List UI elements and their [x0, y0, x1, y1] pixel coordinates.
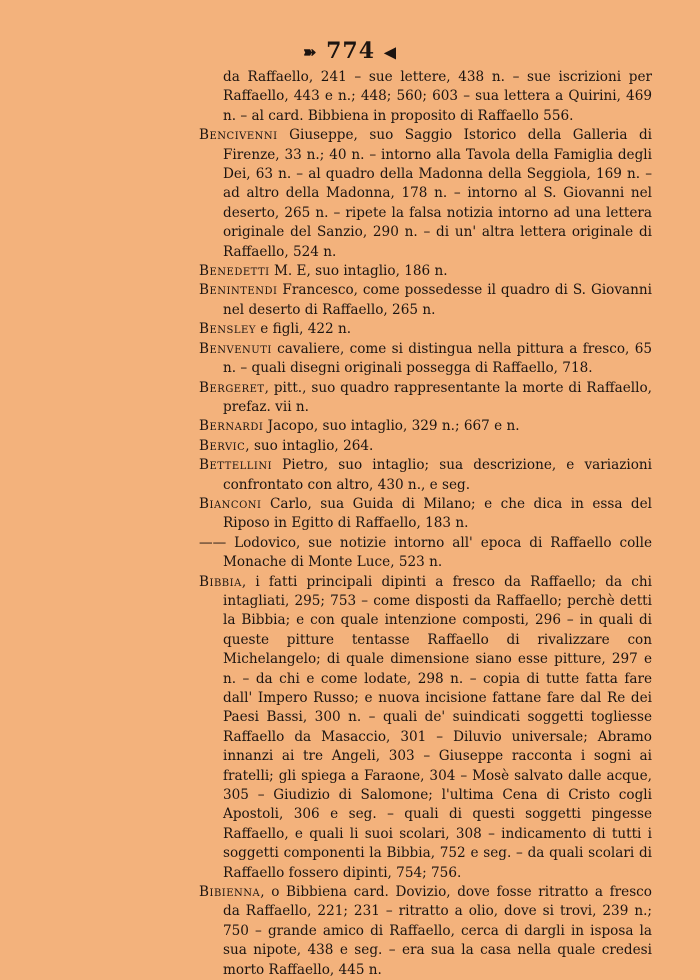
index-entry	[199, 320, 652, 339]
index-text	[199, 68, 652, 980]
left-ornament-icon: ➽	[303, 42, 318, 62]
entry-head: Bervic	[199, 437, 246, 454]
page-header	[0, 38, 700, 64]
entry-text: Francesco, come possedesse il quadro di S. Giovanni nel deserto di Raffaello, 265 n.	[223, 282, 652, 318]
index-entry	[199, 340, 652, 379]
index-entry	[199, 417, 652, 436]
entry-text: cavaliere, come si distingua nella pittura a fresco, 65 n. – quali disegni originali possegga di Raffaello, 718.	[223, 340, 652, 377]
entry-text: da Raffaello, 241 – sue lettere, 438 n. – sue iscrizioni per Raffaello, 443 e n.; 448; 560; 603 – sua lettera a Quirini, 469 n. – al card. Bibbiena in proposito di Raffaello 556.	[223, 69, 652, 124]
entry-head: Bianconi	[199, 495, 262, 512]
index-entry	[199, 281, 652, 320]
index-entry	[199, 379, 652, 418]
index-entry	[199, 437, 652, 456]
index-entry	[199, 573, 652, 884]
entry-text: , suo intaglio, 264.	[245, 437, 374, 454]
index-entry	[199, 126, 652, 262]
entry-head: Bensley	[199, 321, 256, 338]
entry-head: Bernardi	[199, 418, 264, 435]
right-ornament-icon: ◀	[383, 42, 397, 62]
entry-head: Benvenuti	[199, 340, 272, 357]
index-entry-continuation	[199, 68, 652, 126]
entry-text: Lodovico, sue notizie intorno all' epoca di Raffaello colle Monache di Monte Luce, 523 n.	[223, 534, 652, 571]
entry-text: Jacopo, suo intaglio, 329 n.; 667 e n.	[263, 418, 520, 435]
entry-head: Bettellini	[199, 457, 273, 474]
entry-head: Bibbia	[199, 573, 242, 590]
page-number: 774	[326, 38, 376, 64]
entry-text: e figli, 422 n.	[255, 321, 352, 338]
entry-head: Bibienna	[199, 884, 261, 901]
entry-text: , pitt., suo quadro rappresentante la morte di Raffaello, prefaz. vii n.	[223, 379, 652, 415]
entry-head: Benintendi	[199, 282, 278, 299]
index-entry	[199, 456, 652, 495]
entry-text: Giuseppe, suo Saggio Istorico della Galleria di Firenze, 33 n.; 40 n. – intorno alla Tavola della Famiglia degli Dei, 63 n. – al quadro della Madonna della Seggiola, 169 n. – ad altro della Madonna, 178 n. – intorno al S. Giovanni nel deserto, 265 n. – ripete la falsa notizia intorno ad una lettera originale del Sanzio, 290 n. – di un' altra lettera originale di Raffaello, 524 n.	[223, 127, 652, 260]
entry-text: Pietro, suo intaglio; sua descrizione, e variazioni confrontato con altro, 430 n., e seg.	[223, 457, 652, 493]
index-entry	[199, 495, 652, 534]
index-entry	[199, 262, 652, 281]
entry-text: , o Bibbiena card. Dovizio, dove fosse ritratto a fresco da Raffaello, 221; 231 – ritratto a olio, dove si trovi, 239 n.; 750 – grande amico di Raffaello, cerca di dargli in isposa la sua nipote, 438 e seg. – era sua la casa nella quale credesi morto Raffaello, 445 n.	[223, 884, 652, 978]
entry-dash: ——	[199, 534, 227, 551]
index-entry	[199, 883, 652, 980]
entry-text: M. E, suo intaglio, 186 n.	[269, 263, 448, 280]
entry-head: Bencivenni	[199, 127, 278, 144]
entry-head: Bergeret	[199, 379, 265, 396]
entry-head: Benedetti	[199, 263, 270, 280]
entry-text: Carlo, sua Guida di Milano; e che dica in essa del Riposo in Egitto di Raffaello, 183 n.	[223, 495, 652, 532]
entry-text: , i fatti principali dipinti a fresco da Raffaello; da chi intagliati, 295; 753 – come disposti da Raffaello; perchè detti la Bibbia; e con quale intenzione composti, 296 – in quali di queste pitture tentasse Raffaello di rivalizzare con Michelangelo; di quale dimensione siano esse pitture, 297 e n. – da chi e come lodate, 298 n. – copia di tutte fatta fare dall' Impero Russo; e nuova incisione fattane fare dal Re dei Paesi Bassi, 300 n. – quali de' suindicati soggetti togliesse Raffaello da Masaccio, 301 – Diluvio universale; Abramo innanzi ai tre Angeli, 303 – Giuseppe racconta i sogni ai fratelli; gli spiega a Faraone, 304 – Mosè salvato dalle acque, 305 – Giudizio di Salomone; l'ultima Cena di Cristo cogli Apostoli, 306 e seg. – quali di questi soggetti pingesse Raffaello, e quali li suoi scolari, 308 – indicamento di tutti i soggetti componenti la Bibbia, 752 e seg. – da quali scolari di Raffaello fossero dipinti, 754; 756.	[223, 573, 652, 881]
index-subentry	[199, 534, 652, 573]
